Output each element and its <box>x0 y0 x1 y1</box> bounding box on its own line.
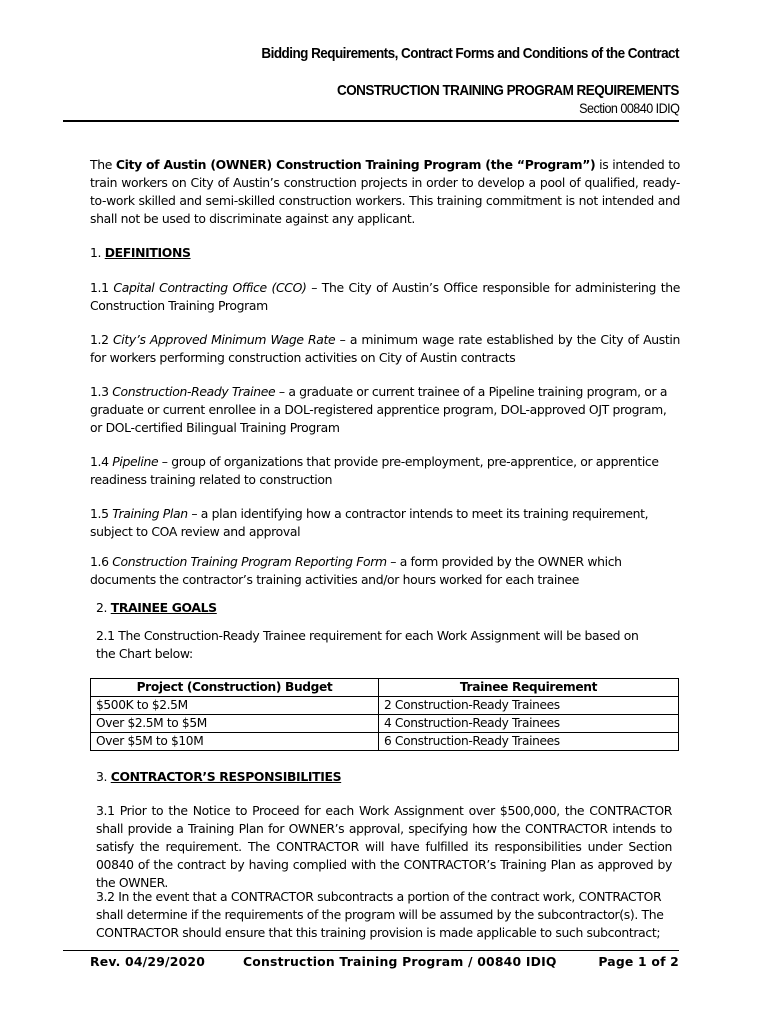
definition-1-1 <box>90 279 680 315</box>
definition-number: 1.5 <box>90 506 113 521</box>
header-divider <box>63 120 679 122</box>
definition-number: 1.2 <box>90 332 113 347</box>
definition-term: Pipeline <box>112 454 159 469</box>
definition-term: Capital Contracting Office (CCO) <box>113 280 307 295</box>
definitions-heading <box>90 244 680 262</box>
header-document-part: Bidding Requirements, Contract Forms and Conditions of the Contract <box>261 45 679 62</box>
definition-1-4 <box>90 453 680 489</box>
table-cell-requirement: 6 Construction-Ready Trainees <box>379 733 679 751</box>
responsibilities-heading <box>96 768 686 786</box>
intro-text-pre: The <box>90 157 116 172</box>
footer-revision: Rev. 04/29/2020 <box>90 954 206 969</box>
definition-text: – a form provided by the OWNER which documents the contractor’s training activities and/or hours worked for each trainee <box>90 554 622 587</box>
column-header-budget: Project (Construction) Budget <box>91 679 379 697</box>
table-row <box>91 715 679 733</box>
responsibilities-number: 3. <box>96 769 111 784</box>
responsibility-3-1: 3.1 Prior to the Notice to Proceed for each Work Assignment over $500,000, the CONTRACTOR shall provide a Training Plan for OWNER’s approval, specifying how the CONTRACTOR intends to satisfy the requirement. The CONTRACTOR will have fulfilled its responsibilities under Section 00840 of the contract by having complied with the CONTRACTOR’s Training Plan as approved by the OWNER. <box>96 803 672 890</box>
table-cell-requirement: 4 Construction-Ready Trainees <box>379 715 679 733</box>
column-header-requirement: Trainee Requirement <box>379 679 679 697</box>
definition-term: Construction-Ready Trainee <box>112 384 276 399</box>
definition-text: – group of organizations that provide pre-employment, pre-apprentice, or apprentice readiness training related to construction <box>90 454 659 487</box>
definition-1-2 <box>90 331 680 367</box>
trainee-goals-heading <box>96 599 686 617</box>
intro-text-post: is intended to train workers on City of Austin’s construction projects in order to develop a pool of qualified, ready-to-work skilled and semi-skilled construction workers. This training commitment is not intended and shall not be used to discriminate against any applicant. <box>90 157 680 226</box>
trainee-goals-paragraph: 2.1 The Construction-Ready Trainee requirement for each Work Assignment will be based on the Chart below: <box>96 628 639 661</box>
header-section-number: Section 00840 IDIQ <box>578 100 679 116</box>
definition-text: – a graduate or current trainee of a Pipeline training program, or a graduate or current enrollee in a DOL-registered apprentice program, DOL-approved OJT program, or DOL-certified Bilingual Training Program <box>90 384 668 435</box>
trainee-goals-title: TRAINEE GOALS <box>110 600 217 615</box>
definition-number: 1.1 <box>90 280 114 295</box>
definition-term: City’s Approved Minimum Wage Rate <box>113 332 336 347</box>
intro-paragraph <box>90 156 680 228</box>
definitions-number: 1. <box>90 245 105 260</box>
table-cell-budget: Over $2.5M to $5M <box>91 715 379 733</box>
table-row <box>91 697 679 715</box>
footer-divider <box>63 950 679 951</box>
intro-program-name: City of Austin (OWNER) Construction Training Program (the “Program”) <box>115 157 596 172</box>
footer-document-title: Construction Training Program / 00840 IDIQ <box>243 954 557 969</box>
definition-1-6 <box>90 553 680 589</box>
definition-number: 1.4 <box>90 454 113 469</box>
definition-term: Training Plan <box>112 506 188 521</box>
definition-number: 1.3 <box>90 384 113 399</box>
definition-text: – a minimum wage rate established by the City of Austin for workers performing construction activities on City of Austin contracts <box>90 332 680 365</box>
table-cell-requirement: 2 Construction-Ready Trainees <box>379 697 679 715</box>
trainee-requirement-table <box>90 678 679 751</box>
header-section-title: CONSTRUCTION TRAINING PROGRAM REQUIREMENTS <box>337 82 679 99</box>
table-cell-budget: Over $5M to $10M <box>91 733 379 751</box>
definition-1-5 <box>90 505 680 541</box>
definition-term: Construction Training Program Reporting Form <box>112 554 387 569</box>
definition-text: – a plan identifying how a contractor intends to meet its training requirement, subject to COA review and approval <box>90 506 649 539</box>
responsibility-3-2: 3.2 In the event that a CONTRACTOR subcontracts a portion of the contract work, CONTRACTOR shall determine if the requirements of the program will be assumed by the subcontractor(s). The CONTRACTOR should ensure that this training provision is made applicable to such subcontract; <box>96 889 664 940</box>
table-row <box>91 733 679 751</box>
definition-1-3 <box>90 383 680 437</box>
table-header-row <box>91 679 679 697</box>
trainee-goals-number: 2. <box>96 600 111 615</box>
table-cell-budget: $500K to $2.5M <box>91 697 379 715</box>
responsibilities-title: CONTRACTOR’S RESPONSIBILITIES <box>110 769 342 784</box>
definition-text: – The City of Austin’s Office responsible for administering the Construction Training Program <box>90 280 680 313</box>
definition-number: 1.6 <box>90 554 113 569</box>
definitions-title: DEFINITIONS <box>104 245 191 260</box>
footer-page-number: Page 1 of 2 <box>598 954 679 969</box>
